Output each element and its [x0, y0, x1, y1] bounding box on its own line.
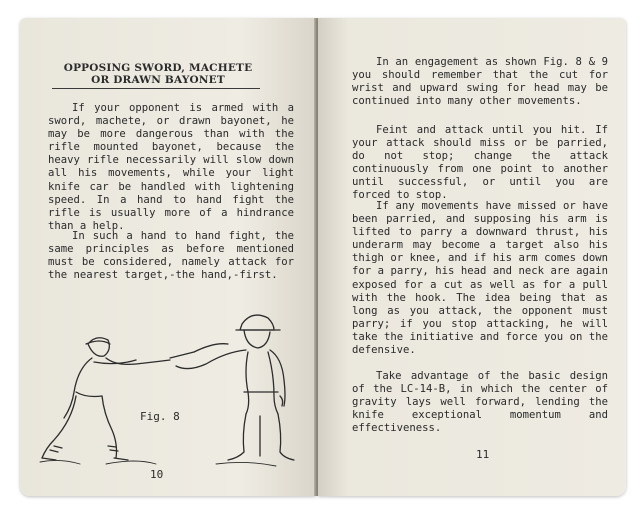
section-heading: [48, 62, 268, 86]
heading-line-1: OPPOSING SWORD, MACHETE: [63, 62, 253, 74]
paragraph-1: If your opponent is armed with a sword, machete, or drawn bayonet, he may be more dangerous than with the rifle mounted bayonet, because the heavy rifle necessarily will slow down all his movements, while your light knife car be handled with lightening speed. In a hand to hand fight the rifle is usually more of a hindrance than a help.: [48, 102, 294, 232]
page-number-right: 11: [476, 448, 490, 461]
knife-fight-illustration: [36, 300, 310, 472]
left-page: [20, 18, 316, 496]
right-page: [318, 18, 626, 496]
booklet-spread: [20, 18, 626, 496]
right-paragraph-2: Feint and attack until you hit. If your attack should miss or be parried, do not stop; change the attack continuously from one point to another until successful, or until you are forced to stop.: [352, 124, 608, 202]
page-number-left: 10: [150, 468, 164, 481]
figure-caption: Fig. 8: [140, 410, 180, 423]
right-paragraph-4: Take advantage of the basic design of the LC-14-B, in which the center of gravity lays well forward, lending the knife exceptional momentum and effectiveness.: [352, 370, 608, 435]
heading-line-2: OR DRAWN BAYONET: [91, 74, 225, 86]
right-paragraph-1: In an engagement as shown Fig. 8 & 9 you should remember that the cut for wrist and upward swing for head may be continued into many other movements.: [352, 56, 608, 108]
heading-underline: [52, 88, 260, 89]
paragraph-2: In such a hand to hand fight, the same principles as before mentioned must be considered, namely attack for the nearest target,-the hand,-first.: [48, 230, 294, 282]
right-paragraph-3: If any movements have missed or have been parried, and supposing his arm is lifted to parry a downward thrust, his underarm may become a target also his thigh or knee, and if his arm comes down for a parry, his head and neck are again exposed for a cut as well as for a pull with the hook. The idea being that as long as you attack, the opponent must parry; if you stop attacking, he will take the initiative and force you on the defensive.: [352, 200, 608, 357]
